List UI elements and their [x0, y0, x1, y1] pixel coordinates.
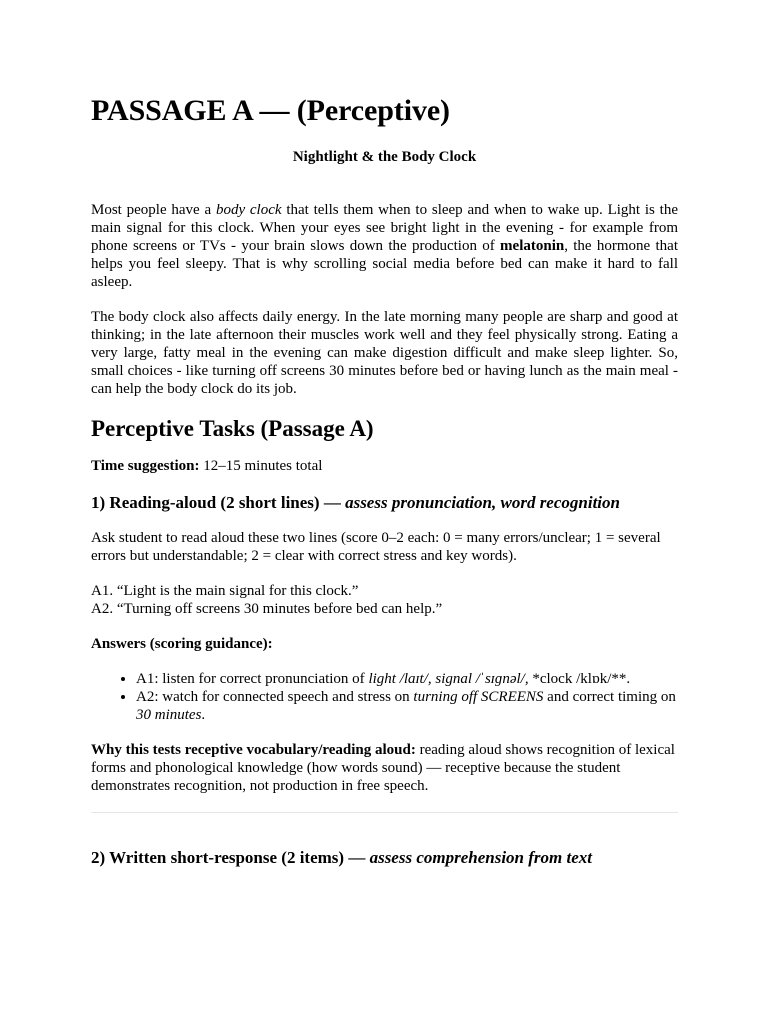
- why-this-tests: [91, 741, 678, 795]
- answer-item-a1: [136, 670, 678, 688]
- task2-heading: [91, 847, 678, 869]
- reading-lines: [91, 582, 678, 618]
- bullet1-emphasis: light /laɪt/, signal /ˈsɪɡnəl/,: [368, 671, 529, 687]
- p1-text-a: Most people have a: [91, 202, 216, 218]
- why-label: Why this tests receptive vocabulary/reading aloud:: [91, 742, 416, 758]
- time-suggestion: [91, 457, 678, 475]
- answers-heading: [91, 635, 678, 653]
- passage-subtitle: Nightlight & the Body Clock: [292, 149, 477, 165]
- tasks-heading: Perceptive Tasks (Passage A): [91, 416, 374, 441]
- task1-instructions: Ask student to read aloud these two lines (score 0–2 each: 0 = many errors/unclear; 1 = several errors but understandable; 2 = clear with correct stress and key words).: [91, 530, 661, 564]
- task1-heading-text: 1) Reading-aloud (2 short lines) —: [91, 493, 346, 512]
- task2-heading-emphasis: assess comprehension from text: [369, 848, 593, 867]
- section-divider: [91, 812, 678, 813]
- bullet2-emphasis: turning off SCREENS: [413, 689, 544, 705]
- task1-heading-emphasis: assess pronunciation, word recognition: [345, 493, 620, 512]
- reading-line-a1: A1. “Light is the main signal for this clock.”: [91, 583, 359, 599]
- bullet2-text-b: and correct timing on: [543, 689, 676, 705]
- p1-emphasis: body clock: [215, 202, 282, 218]
- p1-text-b: that tells them when to sleep and when to wake up. Light is the main signal for this clock. When your eyes see bright light in the evening - for example from phone screens or TVs - your brain slows down the production of: [91, 202, 678, 254]
- p1-strong: melatonin: [500, 238, 565, 254]
- bullet1-text-b: *clock /klɒk/**.: [528, 671, 631, 687]
- bullet2-text-a: A2: watch for connected speech and stress on: [136, 689, 414, 705]
- task2-heading-text: 2) Written short-response (2 items) —: [91, 848, 370, 867]
- page-title: PASSAGE A — (Perceptive): [91, 94, 450, 127]
- answers-heading-text: Answers (scoring guidance):: [91, 636, 273, 652]
- passage-paragraph-1: [91, 201, 678, 291]
- passage-paragraph-2: The body clock also affects daily energy. In the late morning many people are sharp and good at thinking; in the late afternoon their muscles work well and they feel physically strong. Eating a very large, fatty meal in the evening can make digestion difficult and make sleep lighter. So, small choices - like turning off screens 30 minutes before bed or having lunch as the main meal - can help the body clock do its job.: [91, 309, 678, 397]
- p1-text-c: , the hormone that helps you feel sleepy. That is why scrolling social media before bed can make it hard to fall asleep.: [91, 238, 678, 290]
- bullet2-text-c: .: [201, 707, 206, 723]
- task1-heading: [91, 492, 678, 514]
- reading-line-a2: A2. “Turning off screens 30 minutes before bed can help.”: [91, 601, 443, 617]
- time-value: 12–15 minutes total: [199, 458, 323, 474]
- answers-list: [91, 670, 678, 724]
- time-label: Time suggestion:: [91, 458, 200, 474]
- bullet2-emphasis-2: 30 minutes: [136, 707, 202, 723]
- bullet1-text-a: A1: listen for correct pronunciation of: [136, 671, 369, 687]
- answer-item-a2: [136, 688, 678, 724]
- why-text: reading aloud shows recognition of lexical forms and phonological knowledge (how words sound) — receptive because the student demonstrates recognition, not production in free speech.: [91, 742, 675, 794]
